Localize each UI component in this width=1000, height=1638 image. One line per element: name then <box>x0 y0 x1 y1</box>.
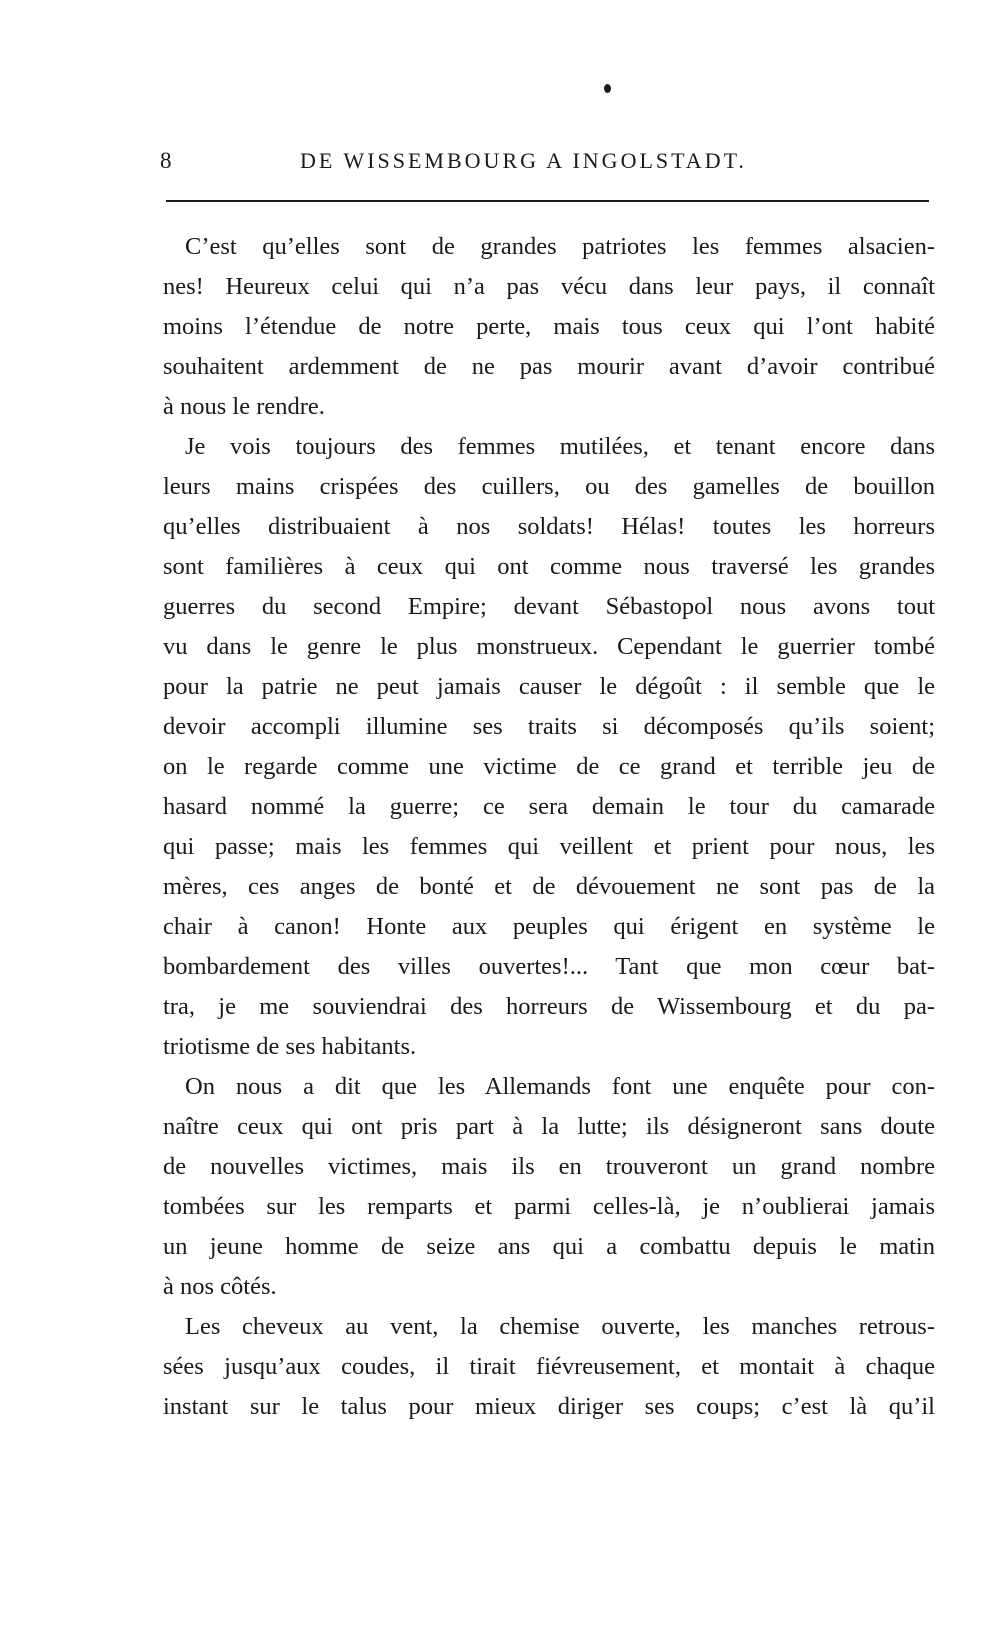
text-line: instant sur le talus pour mieux diriger ses coups; c’est là qu’il <box>163 1393 935 1420</box>
text-line: leurs mains crispées des cuillers, ou des gamelles de bouillon <box>163 473 935 500</box>
text-line: moins l’étendue de notre perte, mais tous ceux qui l’ont habité <box>163 313 935 340</box>
running-title: DE WISSEMBOURG A INGOLSTADT. <box>300 148 747 173</box>
text-line: hasard nommé la guerre; ce sera demain le tour du camarade <box>163 793 935 820</box>
header-rule <box>166 200 929 202</box>
text-line: triotisme de ses habitants. <box>163 1033 417 1060</box>
text-line: on le regarde comme une victime de ce grand et terrible jeu de <box>163 753 935 780</box>
text-line: mères, ces anges de bonté et de dévouement ne sont pas de la <box>163 873 935 900</box>
text-line: à nous le rendre. <box>163 393 325 420</box>
text-line: sont familières à ceux qui ont comme nous traversé les grandes <box>163 553 935 580</box>
text-line: qu’elles distribuaient à nos soldats! Hélas! toutes les horreurs <box>163 513 935 540</box>
text-line: souhaitent ardemment de ne pas mourir avant d’avoir contribué <box>163 353 935 380</box>
text-line: vu dans le genre le plus monstrueux. Cependant le guerrier tombé <box>163 633 935 660</box>
body-text <box>163 227 935 1427</box>
text-line: chair à canon! Honte aux peuples qui érigent en système le <box>163 913 935 940</box>
text-line: sées jusqu’aux coudes, il tirait fiévreusement, et montait à chaque <box>163 1353 935 1380</box>
text-line: Je vois toujours des femmes mutilées, et tenant encore dans <box>185 433 935 460</box>
text-line: un jeune homme de seize ans qui a combattu depuis le matin <box>163 1233 935 1260</box>
text-line: de nouvelles victimes, mais ils en trouveront un grand nombre <box>163 1153 935 1180</box>
text-line: nes! Heureux celui qui n’a pas vécu dans leur pays, il connaît <box>163 273 935 300</box>
text-line: On nous a dit que les Allemands font une enquête pour con- <box>185 1073 935 1100</box>
page-number: 8 <box>160 148 172 173</box>
text-line: qui passe; mais les femmes qui veillent et prient pour nous, les <box>163 833 935 860</box>
text-line: pour la patrie ne peut jamais causer le dégoût : il semble que le <box>163 673 935 700</box>
text-line: C’est qu’elles sont de grandes patriotes les femmes alsacien- <box>185 233 935 260</box>
text-line: bombardement des villes ouvertes!... Tant que mon cœur bat- <box>163 953 935 980</box>
text-line: guerres du second Empire; devant Sébastopol nous avons tout <box>163 593 935 620</box>
text-line: naître ceux qui ont pris part à la lutte; ils désigneront sans doute <box>163 1113 935 1140</box>
text-line: tombées sur les remparts et parmi celles-là, je n’oublierai jamais <box>163 1193 935 1220</box>
text-line: devoir accompli illumine ses traits si décomposés qu’ils soient; <box>163 713 935 740</box>
running-head <box>160 146 936 176</box>
text-line: Les cheveux au vent, la chemise ouverte, les manches retrous- <box>185 1313 935 1340</box>
text-line: tra, je me souviendrai des horreurs de Wissembourg et du pa- <box>163 993 935 1020</box>
text-line: à nos côtés. <box>163 1273 277 1300</box>
printer-mark <box>604 84 611 93</box>
